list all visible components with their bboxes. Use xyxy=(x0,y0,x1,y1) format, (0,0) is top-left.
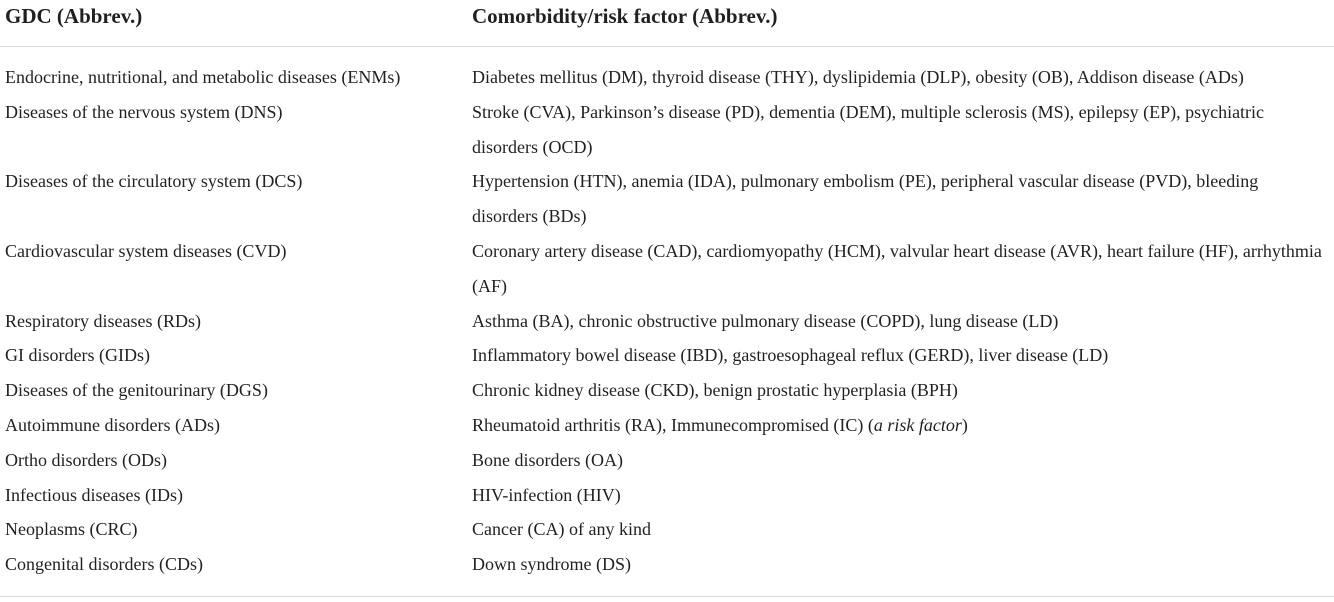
table-row xyxy=(0,95,1334,165)
table-row xyxy=(0,60,1334,95)
factor-cell: Coronary artery disease (CAD), cardiomyopathy (HCM), valvular heart disease (AVR), heart failure (HF), arrhythmia (AF) xyxy=(472,240,1322,296)
table-row xyxy=(0,373,1334,408)
group-cell: Diseases of the genitourinary (DGS) xyxy=(5,380,268,401)
header-factor: Comorbidity/risk factor (Abbrev.) xyxy=(472,4,778,28)
table-body xyxy=(0,60,1334,582)
factor-cell: Down syndrome (DS) xyxy=(472,554,631,575)
group-cell: Congenital disorders (CDs) xyxy=(5,554,203,575)
table-row xyxy=(0,164,1334,234)
table-row xyxy=(0,408,1334,443)
group-cell: Ortho disorders (ODs) xyxy=(5,449,167,470)
factor-cell: Stroke (CVA), Parkinson’s disease (PD), dementia (DEM), multiple sclerosis (MS), epilepsy (EP), psychiatric disorders (OCD) xyxy=(472,101,1265,157)
group-cell: GI disorders (GIDs) xyxy=(5,345,150,366)
table-row xyxy=(0,512,1334,547)
table-row xyxy=(0,234,1334,304)
table-bottom-rule xyxy=(0,596,1334,597)
group-cell: Diseases of the circulatory system (DCS) xyxy=(5,171,303,192)
group-cell: Respiratory diseases (RDs) xyxy=(5,310,201,331)
factor-italic-note: a risk factor xyxy=(873,414,962,435)
factor-cell: Hypertension (HTN), anemia (IDA), pulmonary embolism (PE), peripheral vascular disease (PVD), bleeding disorders (BDs) xyxy=(472,171,1259,227)
factor-cell: Chronic kidney disease (CKD), benign prostatic hyperplasia (BPH) xyxy=(472,380,958,401)
factor-cell: Diabetes mellitus (DM), thyroid disease (THY), dyslipidemia (DLP), obesity (OB), Addison disease (ADs) xyxy=(472,67,1244,87)
factor-cell: Cancer (CA) of any kind xyxy=(472,519,651,540)
table-row xyxy=(0,304,1334,339)
table-row xyxy=(0,443,1334,478)
factor-cell: Asthma (BA), chronic obstructive pulmonary disease (COPD), lung disease (LD) xyxy=(472,310,1059,331)
group-cell: Infectious diseases (IDs) xyxy=(5,484,183,505)
group-cell: Autoimmune disorders (ADs) xyxy=(5,414,220,435)
table-header xyxy=(0,0,1334,47)
table-row xyxy=(0,547,1334,582)
group-cell: Neoplasms (CRC) xyxy=(5,519,138,540)
header-group: GDC (Abbrev.) xyxy=(5,4,143,28)
group-cell: Diseases of the nervous system (DNS) xyxy=(5,101,283,122)
table-row xyxy=(0,478,1334,513)
factor-text: Rheumatoid arthritis (RA), Immunecompromised (IC) ( xyxy=(472,414,874,435)
group-cell: Endocrine, nutritional, and metabolic diseases (ENMs) xyxy=(5,67,401,87)
factor-cell: HIV-infection (HIV) xyxy=(472,484,621,505)
factor-text-end: ) xyxy=(961,414,968,435)
factor-cell xyxy=(472,408,1322,443)
factor-cell: Bone disorders (OA) xyxy=(472,449,623,470)
group-cell: Cardiovascular system diseases (CVD) xyxy=(5,240,287,261)
factor-cell: Inflammatory bowel disease (IBD), gastroesophageal reflux (GERD), liver disease (LD) xyxy=(472,345,1109,366)
table-row xyxy=(0,338,1334,373)
